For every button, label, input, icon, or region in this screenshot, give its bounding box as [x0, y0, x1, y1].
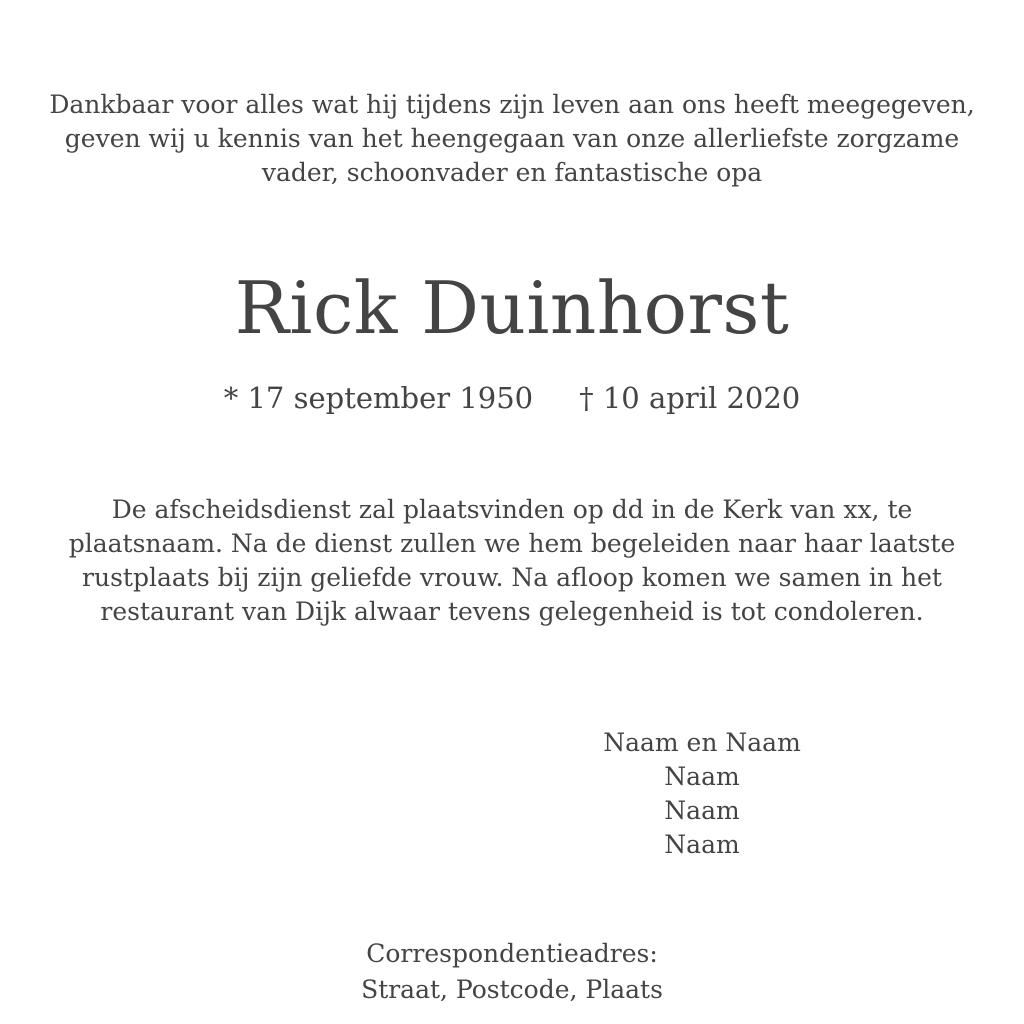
family-name: Naam en Naam [603, 728, 801, 757]
service-line: plaatsnaam. Na de dienst zullen we hem begeleiden naar haar laatste [68, 529, 956, 558]
address-value: Straat, Postcode, Plaats [361, 975, 663, 1004]
service-line: De afscheidsdienst zal plaatsvinden op dd in de Kerk van xx, te [111, 495, 913, 524]
service-line: rustplaats bij zijn geliefde vrouw. Na afloop komen we samen in het [82, 563, 942, 592]
address-label: Correspondentieadres: [366, 939, 658, 968]
service-announcement [0, 493, 1024, 629]
family-names [560, 726, 844, 862]
intro-line: vader, schoonvader en fantastische opa [261, 158, 763, 187]
life-dates [0, 378, 1024, 418]
intro-text [0, 88, 1024, 190]
intro-line: geven wij u kennis van het heengegaan van onze allerliefste zorgzame [64, 124, 960, 153]
deceased-name: Rick Duinhorst [234, 266, 790, 350]
birth-date: * 17 september 1950 [223, 381, 534, 415]
intro-line: Dankbaar voor alles wat hij tijdens zijn leven aan ons heeft meegegeven, [49, 90, 975, 119]
family-name: Naam [664, 796, 740, 825]
death-date: † 10 april 2020 [579, 381, 801, 415]
service-line: restaurant van Dijk alwaar tevens gelegenheid is tot condoleren. [100, 597, 924, 626]
family-name: Naam [664, 830, 740, 859]
correspondence-address [342, 936, 682, 1008]
family-name: Naam [664, 762, 740, 791]
